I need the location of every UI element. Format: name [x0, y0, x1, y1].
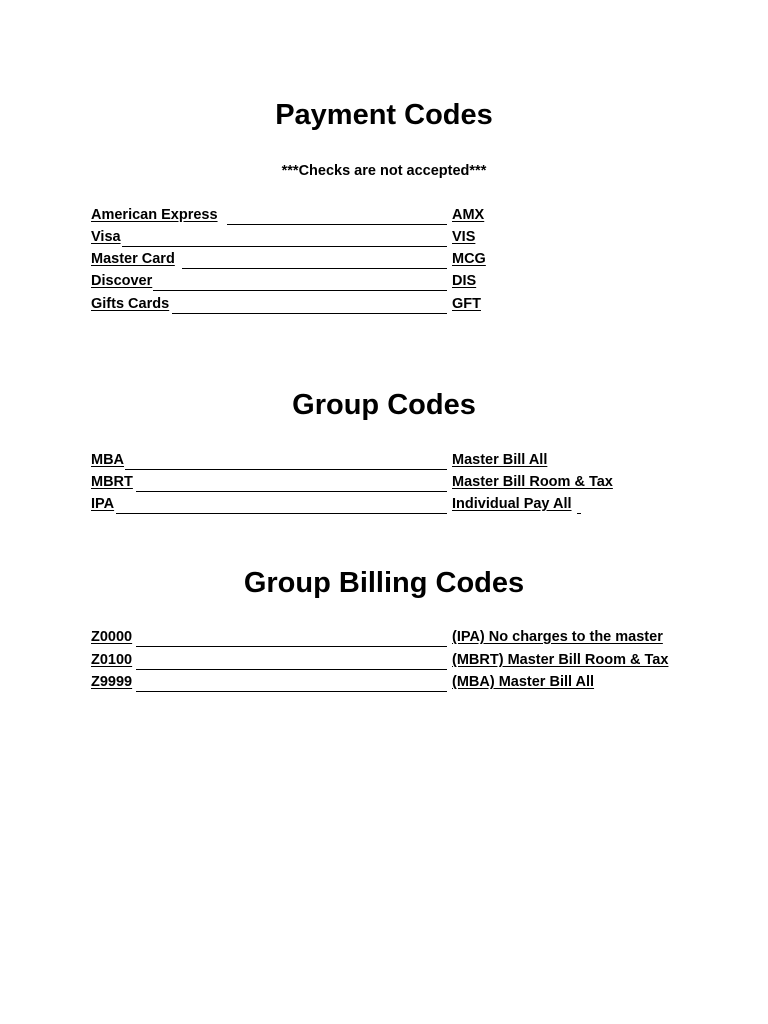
- payment-method-name: Master Card: [91, 251, 175, 267]
- leader-line: [125, 469, 447, 470]
- leader-line: [122, 246, 447, 247]
- group-row-ipa: [0, 497, 768, 519]
- group-code: IPA: [91, 496, 115, 512]
- payment-method-code: VIS: [452, 229, 476, 245]
- group-codes-title: Group Codes: [292, 389, 476, 421]
- leader-line: [136, 669, 447, 670]
- payment-method-code: AMX: [452, 207, 485, 223]
- billing-code-description: (MBRT) Master Bill Room & Tax: [452, 652, 669, 668]
- payment-row-visa: [0, 230, 768, 252]
- billing-code: Z0000: [91, 629, 133, 645]
- billing-row-z0100: [0, 653, 768, 675]
- group-code-description: Master Bill All: [452, 452, 548, 468]
- checks-notice: ***Checks are not accepted***: [281, 163, 487, 179]
- leader-line: [136, 646, 447, 647]
- payment-method-name: Visa: [91, 229, 121, 245]
- leader-line: [182, 268, 447, 269]
- group-row-mba: [0, 453, 768, 475]
- group-code-description: Individual Pay All: [452, 496, 572, 512]
- payment-method-code: MCG: [452, 251, 486, 267]
- group-code: MBRT: [91, 474, 133, 490]
- billing-code: Z0100: [91, 652, 133, 668]
- trailing-underline: [577, 513, 581, 514]
- payment-method-name: American Express: [91, 207, 218, 223]
- payment-row-amex: [0, 208, 768, 230]
- leader-line: [136, 691, 447, 692]
- billing-row-z9999: [0, 675, 768, 697]
- payment-codes-title: Payment Codes: [275, 99, 493, 131]
- leader-line: [153, 290, 447, 291]
- leader-line: [116, 513, 447, 514]
- group-code: MBA: [91, 452, 125, 468]
- billing-code: Z9999: [91, 674, 133, 690]
- billing-row-z0000: [0, 630, 768, 652]
- payment-method-name: Discover: [91, 273, 153, 289]
- group-billing-codes-title: Group Billing Codes: [243, 567, 525, 599]
- leader-line: [136, 491, 447, 492]
- billing-code-description: (MBA) Master Bill All: [452, 674, 595, 690]
- leader-line: [172, 313, 447, 314]
- payment-method-name: Gifts Cards: [91, 296, 170, 312]
- leader-line: [227, 224, 447, 225]
- group-row-mbrt: [0, 475, 768, 497]
- payment-method-code: GFT: [452, 296, 481, 312]
- payment-row-giftcards: [0, 297, 768, 319]
- billing-code-description: (IPA) No charges to the master: [452, 629, 663, 645]
- group-code-description: Master Bill Room & Tax: [452, 474, 613, 490]
- payment-method-code: DIS: [452, 273, 477, 289]
- payment-row-discover: [0, 274, 768, 296]
- payment-row-mastercard: [0, 252, 768, 274]
